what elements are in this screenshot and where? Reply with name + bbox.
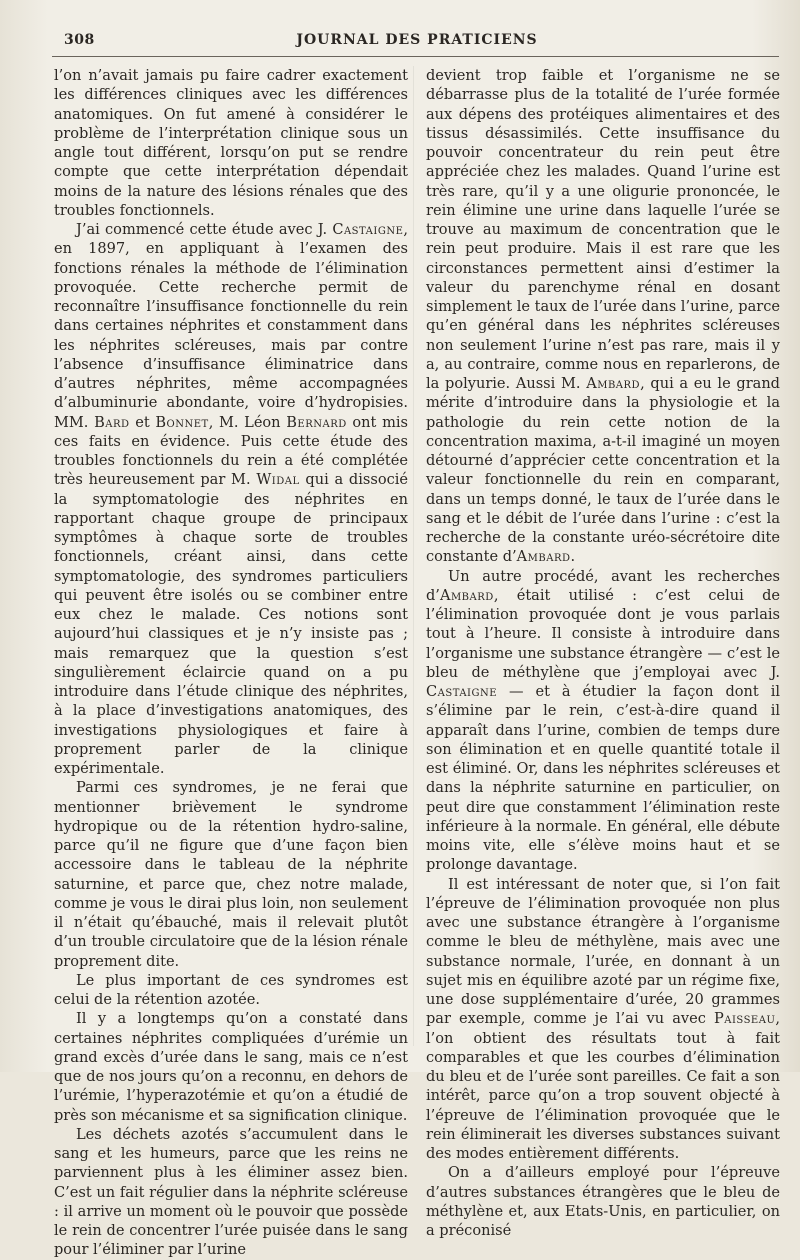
text-run: Un autre procédé, avant les recherches d’ <box>426 567 780 604</box>
text-run: , était utilisé : c’est celui de l’élimination provoquée dont je vous parlais tout à l’heure. Il consiste à introduire dans l’organisme une substance étrangère — c’est le bleu de méthylène que j’employai avec J. <box>426 586 780 681</box>
author-name: Widal <box>256 471 300 489</box>
author-name: Ambard <box>516 548 571 566</box>
text-run: On a d’ailleurs employé pour l’épreuve d’autres substances étrangères que le bleu de méthylène et, aux Etats-Unis, en particulier, on a préconisé <box>426 1164 780 1239</box>
paragraph <box>54 778 408 971</box>
text-run: Il est intéressant de noter que, si l’on fait l’épreuve de l’élimination provoquée non plus avec une substance étrangère à l’organisme comme le bleu de méthylène, mais avec une substance normale, l’urée, en donnant à un sujet mis en équilibre azoté par un régime fixe, une dose supplémentaire d’urée, 20 grammes par exemple, comme je l’ai vu avec <box>426 875 780 1028</box>
paragraph <box>54 1125 408 1260</box>
paragraph <box>426 1163 780 1240</box>
paragraph <box>54 971 408 1010</box>
author-name: Bernard <box>286 413 347 431</box>
page-header <box>64 32 770 52</box>
left-column <box>54 66 408 1260</box>
author-name: Paisseau <box>713 1010 776 1028</box>
text-run: Il y a longtemps qu’on a constaté dans certaines néphrites compliquées d’urémie un grand excès d’urée dans le sang, mais ce n’est que de nos jours qu’on a reconnu, en dehors de l’urémie, l’hyperazotémie et qu’on a étudié de près son mécanisme et sa signification clinique. <box>54 1010 408 1124</box>
paragraph <box>54 1009 408 1125</box>
author-name: Ambard <box>439 586 494 604</box>
column-gutter <box>413 66 414 1046</box>
author-name: Castaigne <box>332 221 404 238</box>
text-run: , M. Léon <box>208 413 287 431</box>
author-name: Bonnet <box>155 413 209 431</box>
text-run: ont mis ces faits en évidence. Puis cette étude des troubles fonctionnels du rein a été complétée très heureusement par M. <box>54 413 408 489</box>
text-run: — et à étudier la façon dont il s’élimine par le rein, c’est-à-dire quand il apparaît dans l’urine, combien de temps dure son élimination et en quelle quantité totale il est éliminé. Or, dans les néphrites scléreuses et dans la néphrite saturnine en particulier, on peut dire que constamment l’élimination reste inférieure à la normale. En général, elle débute moins vite, elle s’élève moins haut et se prolonge davantage. <box>426 683 780 874</box>
text-run: qui a dissocié la symptomatologie des néphrites en rapportant chaque groupe de principaux symptômes à chaque sorte de troubles fonctionnels, créant ainsi, dans cette symptomatologie, des syndromes particuliers qui peuvent être isolés ou se combiner entre eux chez le malade. Ces notions sont aujourd’hui classiques et je n’y insiste pas ; mais remarquez que la question s’est singulièrement éclaircie quand on a pu introduire dans l’étude clinique des néphrites, à la place d’investigations anatomiques, des investigations physiologiques et faire à proprement parler de la clinique expérimentale. <box>54 471 408 777</box>
header-rule <box>52 56 779 57</box>
author-name: Ambard <box>586 375 641 392</box>
text-run: Les déchets azotés s’accumulent dans le sang et les humeurs, parce que les reins ne parviennent plus à les éliminer assez bien. C’est un fait régulier dans la néphrite scléreuse : il arrive un moment où le pouvoir que possède le rein de concentrer l’urée puisée dans le sang pour l’éliminer par l’urine <box>54 1125 408 1259</box>
text-run: . <box>570 548 576 566</box>
right-column <box>426 66 780 1240</box>
paragraph <box>426 66 780 567</box>
paragraph <box>54 66 408 220</box>
paragraph <box>426 567 780 875</box>
text-run: , en 1897, en appliquant à l’examen des fonctions rénales la méthode de l’élimination provoquée. Cette recherche permit de reconnaître l’insuffisance fonctionnelle du rein dans certaines néphrites et constamment dans les néphrites scléreuses, mais par contre l’absence d’insuffisance éliminatrice dans d’autres néphrites, même accompagnées d’albuminurie abondante, voire d’hydropisies. MM. <box>54 221 408 431</box>
author-name: Castaigne <box>426 683 498 700</box>
text-run: , l’on obtient des résultats tout à fait comparables et que les courbes d’élimination du bleu et de l’urée sont pareilles. Ce fait a son intérêt, parce qu’on a trop souvent objecté à l’épreuve de l’élimination provoquée que le rein éliminerait les diverses substances suivant des modes entièrement différents. <box>426 1010 780 1162</box>
text-run: devient trop faible et l’organisme ne se débarrasse plus de la totalité de l’urée formée aux dépens des protéiques alimentaires et des tissus désassimilés. Cette insuffisance du pouvoir concentrateur du rein peut être appréciée chez les malades. Quand l’urine est très rare, qu’il y a une oligurie prononcée, le rein élimine une urine dans laquelle l’urée se trouve au maximum de concentration que le rein peut produire. Mais il est rare que les circonstances permettent ainsi d’estimer la valeur du parenchyme rénal en dosant simplement le taux de l’urée dans l’urine, parce qu’en général dans les néphrites scléreuses non seulement l’urine n’est pas rare, mais il y a, au contraire, comme nous en reparlerons, de la polyurie. Aussi M. <box>426 67 780 392</box>
text-run: Parmi ces syndromes, je ne ferai que mentionner brièvement le syndrome hydropique ou de la rétention hydro-saline, parce qu’il ne figure que d’une façon bien accessoire dans le tableau de la néphrite saturnine, et parce que, chez notre malade, comme je vous le dirai plus loin, non seulement il n’était qu’ébauché, mais il relevait plutôt d’un trouble circulatoire que de la lésion rénale proprement dite. <box>54 779 408 970</box>
paragraph <box>54 220 408 778</box>
text-run: Le plus important de ces syndromes est celui de la rétention azotée. <box>54 971 408 1008</box>
running-title: JOURNAL DES PRATICIENS <box>296 32 538 48</box>
text-run: , qui a eu le grand mérite d’introduire dans la physiologie et la pathologie du rein cette notion de la concentration maxima, a-t-il imaginé un moyen détourné d’apprécier cette concentration et la valeur fonctionnelle du rein en comparant, dans un temps donné, le taux de l’urée dans le sang et le débit de l’urée dans l’urine : c’est la recherche de la constante uréo-sécrétoire dite constante d’ <box>426 375 780 566</box>
paragraph <box>426 875 780 1164</box>
text-run: J’ai commencé cette étude avec J. <box>76 221 333 238</box>
text-run: l’on n’avait jamais pu faire cadrer exactement les différences cliniques avec les différences anatomiques. On fut amené à considérer le problème de l’interprétation clinique sous un angle tout différent, lorsqu’on put se rendre compte que cette interprétation dépendait moins de la nature des lésions rénales que des troubles fonctionnels. <box>54 67 408 219</box>
page-number: 308 <box>64 32 95 48</box>
text-run: et <box>129 413 156 431</box>
author-name: Bard <box>94 413 130 431</box>
